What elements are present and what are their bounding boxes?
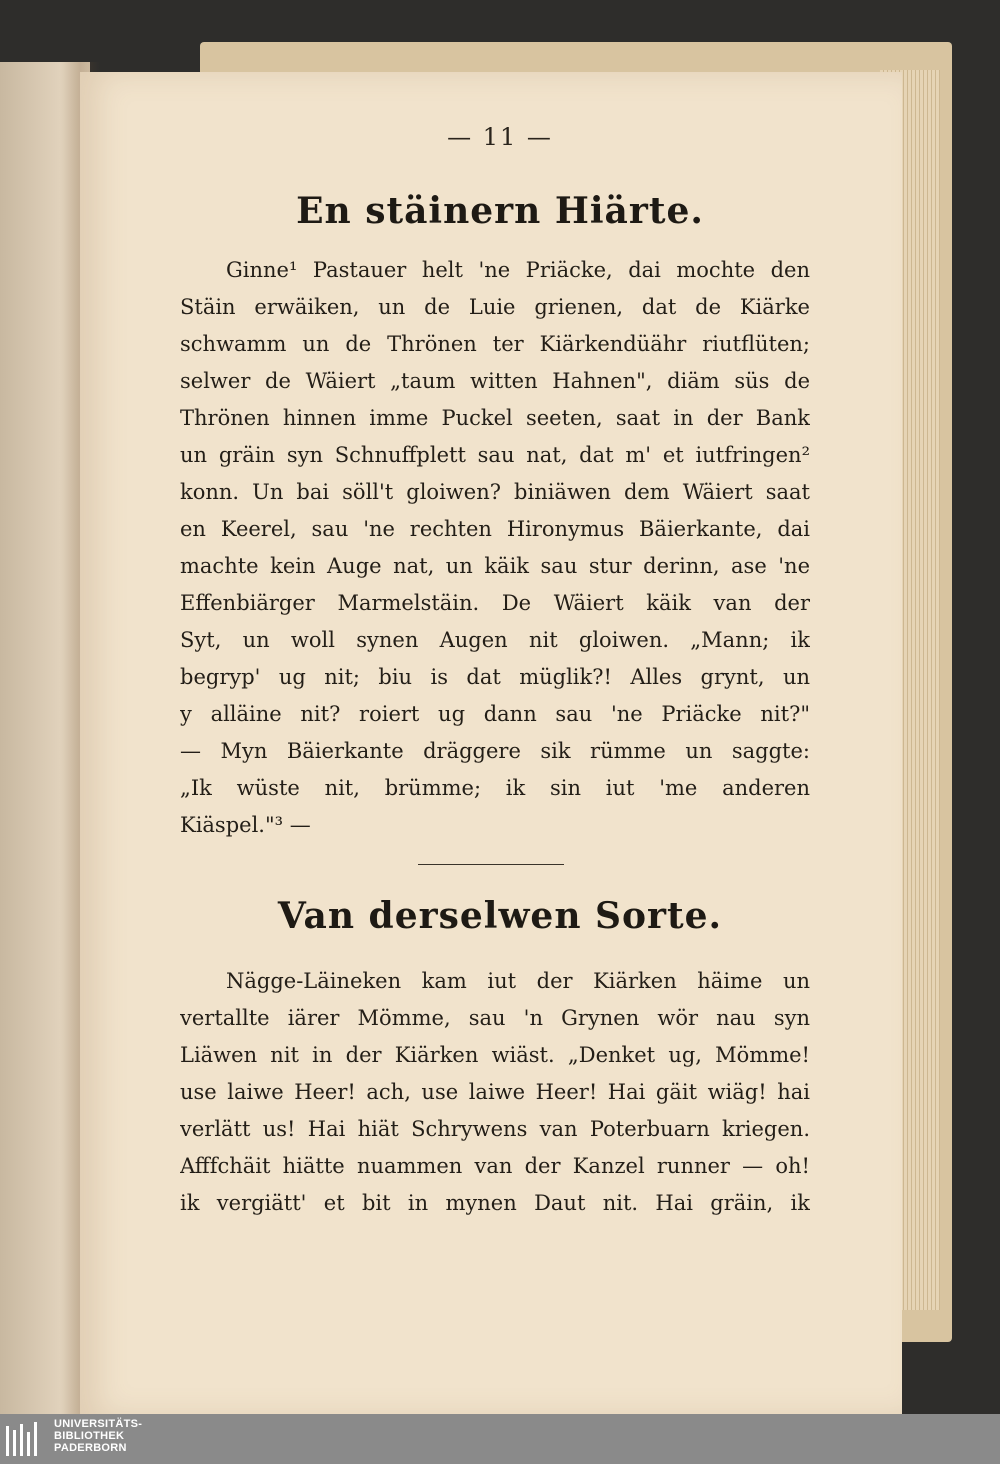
text-line: Syt, un woll synen Augen nit gloiwen. „Mann; ik [180,628,810,652]
text-line: begryp' ug nit; biu is dat müglik?! Alles grynt, un [180,665,810,689]
text-line: machte kein Auge nat, un käik sau stur derinn, ase 'ne [180,554,810,578]
text-line: Ginne¹ Pastauer helt 'ne Priäcke, dai mochte den [226,258,810,282]
text-line: Thrönen hinnen imme Puckel seeten, saat in der Bank [180,406,810,430]
text-line: Nägge-Läineken kam iut der Kiärken häime un [226,969,810,993]
text-line: use laiwe Heer! ach, use laiwe Heer! Hai gäit wiäg! hai [180,1080,810,1104]
text-line: un gräin syn Schnuffplett sau nat, dat m' et iutfringen² [180,443,810,467]
text-line: verlätt us! Hai hiät Schrywens van Poterbuarn kriegen. [180,1117,810,1141]
section-title: En stäinern Hiärte. [296,190,704,232]
text-line: selwer de Wäiert „taum witten Hahnen", diäm süs de [180,369,810,393]
section-title: Van derselwen Sorte. [277,895,723,937]
text-line: Afffchäit hiätte nuammen van der Kanzel runner — oh! [180,1154,810,1178]
text-line: Effenbiärger Marmelstäin. De Wäiert käik van der [180,591,810,615]
page-number: — 11 — [447,123,553,151]
text-line: ik vergiätt' et bit in mynen Daut nit. Hai gräin, ik [180,1191,810,1215]
text-line: Liäwen nit in der Kiärken wiäst. „Denket ug, Mömme! [180,1043,810,1067]
text-line: konn. Un bai söll't gloiwen? biniäwen dem Wäiert saat [180,480,810,504]
text-line: y alläine nit? roiert ug dann sau 'ne Priäcke nit?" [180,702,810,726]
library-name-line: PADERBORN [54,1442,127,1454]
library-name [54,1418,142,1454]
section-body [180,963,810,1222]
text-line: — Myn Bäierkante dräggere sik rümme un saggte: [180,739,810,763]
library-name-line: BIBLIOTHEK [54,1430,125,1442]
library-footer [0,1414,1000,1464]
section-divider [418,864,564,865]
library-name-line: UNIVERSITÄTS- [54,1418,143,1430]
text-line: Kiäspel."³ — [180,813,311,837]
text-line: en Keerel, sau 'ne rechten Hironymus Bäierkante, dai [180,517,810,541]
library-logo-icon [4,1420,46,1460]
text-line: schwamm un de Thrönen ter Kiärkendüähr riutflüten; [180,332,810,356]
section-body [180,252,810,844]
text-line: Stäin erwäiken, un de Luie grienen, dat de Kiärke [180,295,810,319]
text-line: „Ik wüste nit, brümme; ik sin iut 'me anderen [180,776,810,800]
text-line: vertallte iärer Mömme, sau 'n Grynen wör nau syn [180,1006,810,1030]
